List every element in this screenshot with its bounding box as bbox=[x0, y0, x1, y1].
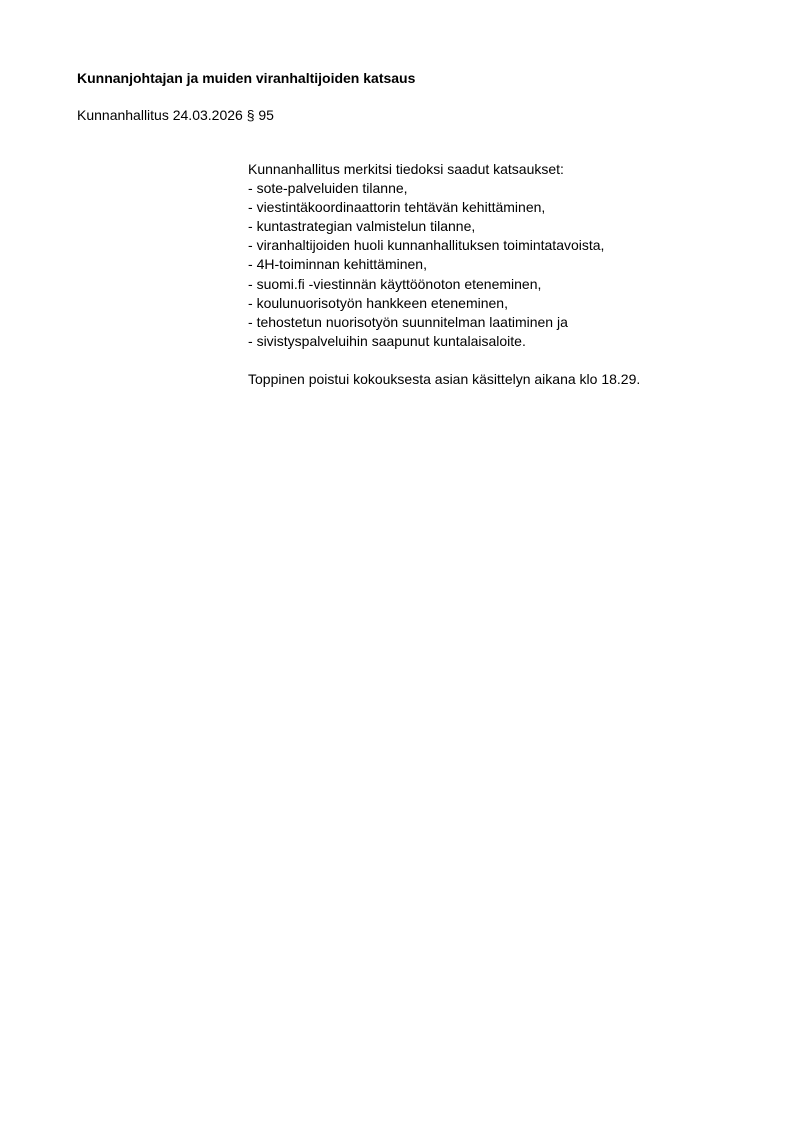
review-list bbox=[248, 179, 768, 351]
list-item: - kuntastrategian valmistelun tilanne, bbox=[248, 217, 768, 236]
decision-intro: Kunnanhallitus merkitsi tiedoksi saadut katsaukset: bbox=[248, 161, 564, 177]
list-item: - 4H-toiminnan kehittäminen, bbox=[248, 255, 768, 274]
document-title: Kunnanjohtajan ja muiden viranhaltijoiden katsaus bbox=[77, 70, 416, 86]
list-item: - sivistyspalveluihin saapunut kuntalaisaloite. bbox=[248, 332, 768, 351]
meeting-reference: Kunnanhallitus 24.03.2026 § 95 bbox=[77, 107, 274, 123]
list-item: - viranhaltijoiden huoli kunnanhallituksen toimintatavoista, bbox=[248, 236, 768, 255]
list-item: - suomi.fi -viestinnän käyttöönoton eteneminen, bbox=[248, 275, 768, 294]
departure-note: Toppinen poistui kokouksesta asian käsittelyn aikana klo 18.29. bbox=[248, 370, 641, 387]
list-item: - tehostetun nuorisotyön suunnitelman laatiminen ja bbox=[248, 313, 768, 332]
list-item: - koulunuorisotyön hankkeen eteneminen, bbox=[248, 294, 768, 313]
list-item: - viestintäkoordinaattorin tehtävän kehittäminen, bbox=[248, 198, 768, 217]
list-item: - sote-palveluiden tilanne, bbox=[248, 179, 768, 198]
decision-section bbox=[248, 160, 768, 389]
